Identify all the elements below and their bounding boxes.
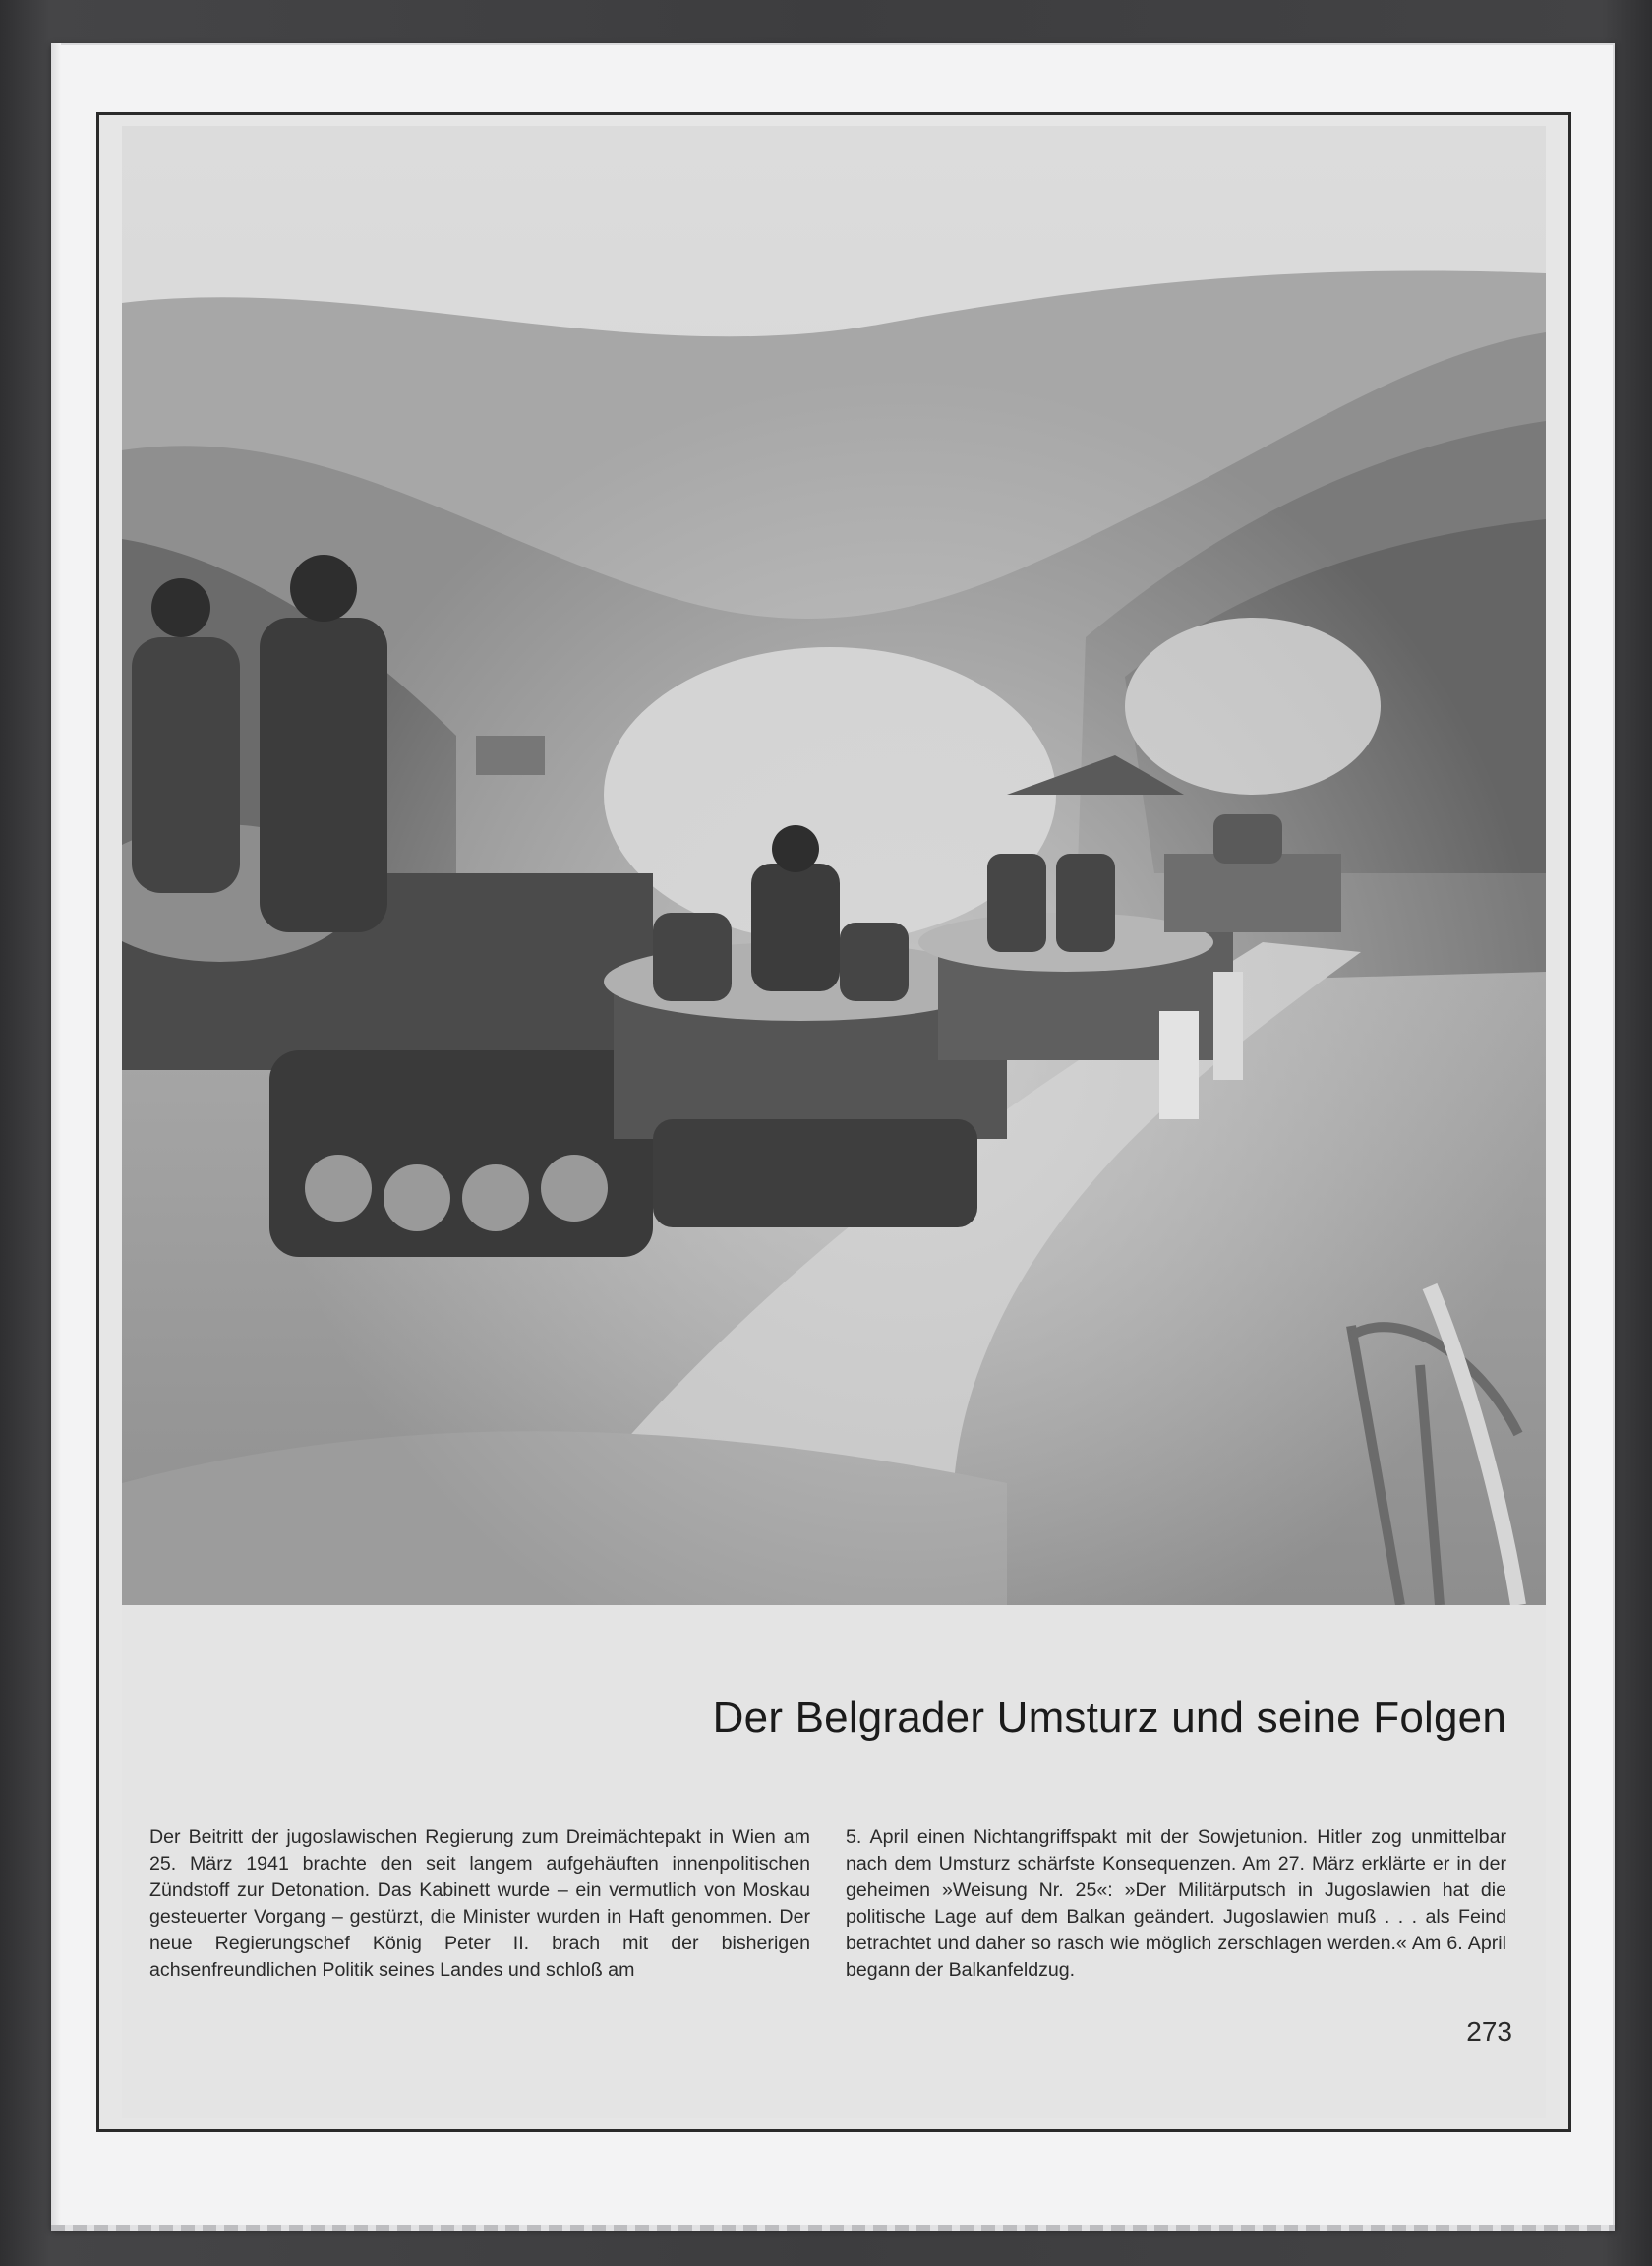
tank-column-photo bbox=[122, 126, 1546, 1605]
article-text-right: 5. April einen Nichtangriffspakt mit der Sowjetunion. Hitler zog unmittelbar nach dem Umsturz schärfste Konsequenzen. Am 27. März erklärte er in der geheimen »Weisung Nr. 25«: »Der Militärputsch in Jugoslawien hat die politische Lage auf dem Balkan geändert. Jugoslawien muß . . . als Feind betrachtet und daher so rasch wie möglich zerschlagen werden.« Am 6. April begann der Balkanfeldzug. bbox=[846, 1826, 1506, 1981]
sheet-bottom-strip bbox=[51, 2225, 1615, 2231]
article-text-left: Der Beitritt der jugoslawischen Regierung zum Dreimächtepakt in Wien am 25. März 1941 brachte den seit langem aufgehäuften innenpolitischen Zündstoff zur Detonation. Das Kabinett wurde – ein vermutlich von Moskau gesteuerter Vorgang – gestürzt, die Minister wurden in Haft genommen. Der neue Regierungschef König Peter II. brach mit der bisherigen achsenfreundlichen Politik seines Landes und schloß am bbox=[149, 1826, 810, 1981]
page-number: 273 bbox=[1466, 2016, 1512, 2047]
article-heading: Der Belgrader Umsturz und seine Folgen bbox=[712, 1694, 1506, 1742]
sheet-edge bbox=[51, 43, 61, 2229]
